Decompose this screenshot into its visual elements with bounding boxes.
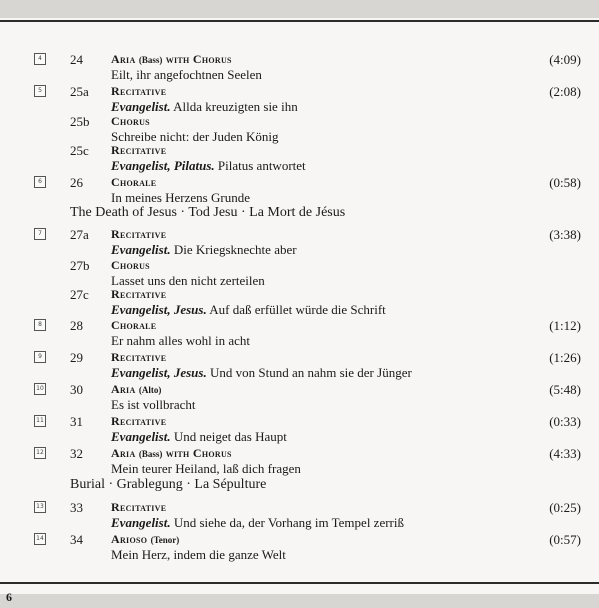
movement-type-extra: with Chorus — [165, 52, 232, 66]
incipit: Er nahm alles wohl in acht — [111, 333, 250, 348]
track-duration: (1:26) — [549, 350, 581, 365]
incipit: Eilt, ihr angefochtnen Seelen — [111, 67, 262, 82]
track-duration: (5:48) — [549, 382, 581, 397]
movement-text — [111, 333, 250, 348]
speaker-names: Evangelist, Jesus. — [111, 365, 207, 380]
movement-title — [111, 52, 232, 68]
movement-type: Arioso — [111, 532, 148, 546]
movement-type: Chorus — [111, 258, 150, 272]
movement-type: Recitative — [111, 143, 167, 157]
speaker-names: Evangelist, Pilatus. — [111, 158, 215, 173]
movement-text — [111, 129, 279, 144]
track-index-box: 11 — [34, 415, 46, 427]
movement-title — [111, 287, 166, 302]
track-index-box: 13 — [34, 501, 46, 513]
movement-type: Recitative — [111, 350, 167, 364]
movement-title — [111, 175, 156, 190]
incipit: Schreibe nicht: der Juden König — [111, 129, 279, 144]
movement-text — [111, 397, 196, 412]
page-number: 6 — [6, 590, 12, 604]
incipit: Auf daß erfüllet würde die Schrift — [209, 302, 386, 317]
movement-type: Chorale — [111, 175, 157, 189]
movement-title — [111, 143, 166, 158]
track-duration: (4:09) — [549, 52, 581, 67]
track-number: 25c — [70, 143, 89, 158]
movement-type: Recitative — [111, 287, 167, 301]
incipit: Und neiget das Haupt — [173, 429, 287, 444]
movement-type: Recitative — [111, 227, 167, 241]
track-duration: (0:57) — [549, 532, 581, 547]
track-index-box: 10 — [34, 383, 46, 395]
incipit: Und siehe da, der Vorhang im Tempel zerriß — [173, 515, 404, 530]
speaker-names: Evangelist. — [111, 242, 171, 257]
voice-label: (Tenor) — [150, 535, 180, 545]
incipit: Die Kriegsknechte aber — [173, 242, 297, 257]
track-index-box: 4 — [34, 53, 46, 65]
track-duration: (0:33) — [549, 414, 581, 429]
movement-title — [111, 318, 156, 333]
movement-text — [111, 158, 306, 173]
movement-type: Chorale — [111, 318, 157, 332]
track-number: 31 — [70, 414, 83, 429]
movement-title — [111, 258, 150, 273]
track-number: 26 — [70, 175, 83, 190]
voice-label: (Alto) — [138, 385, 162, 395]
movement-title — [111, 350, 166, 365]
incipit: Pilatus antwortet — [217, 158, 306, 173]
movement-type: Aria — [111, 446, 136, 460]
voice-label: (Bass) — [138, 449, 163, 459]
track-duration: (0:25) — [549, 500, 581, 515]
track-number: 34 — [70, 532, 83, 547]
movement-text — [111, 190, 250, 205]
incipit: In meines Herzens Grunde — [111, 190, 250, 205]
speaker-names: Evangelist, Jesus. — [111, 302, 207, 317]
track-duration: (2:08) — [549, 84, 581, 99]
movement-text — [111, 273, 265, 288]
movement-text — [111, 67, 262, 82]
speaker-names: Evangelist. — [111, 99, 171, 114]
movement-text — [111, 429, 287, 444]
track-number: 24 — [70, 52, 83, 67]
section-heading: Burial · Grablegung · La Sépulture — [70, 477, 267, 492]
movement-text — [111, 242, 297, 257]
movement-type: Chorus — [111, 114, 150, 128]
track-duration: (1:12) — [549, 318, 581, 333]
speaker-names: Evangelist. — [111, 515, 171, 530]
track-index-box: 7 — [34, 228, 46, 240]
track-index-box: 14 — [34, 533, 46, 545]
incipit: Lasset uns den nicht zerteilen — [111, 273, 265, 288]
track-duration: (3:38) — [549, 227, 581, 242]
footer-band — [0, 594, 599, 608]
track-number: 25a — [70, 84, 89, 99]
track-number: 27b — [70, 258, 90, 273]
track-duration: (4:33) — [549, 446, 581, 461]
movement-title — [111, 382, 161, 398]
track-index-box: 5 — [34, 85, 46, 97]
track-index-box: 9 — [34, 351, 46, 363]
movement-text — [111, 461, 301, 476]
track-index-box: 6 — [34, 176, 46, 188]
incipit: Mein Herz, indem die ganze Welt — [111, 547, 286, 562]
movement-text — [111, 99, 298, 114]
track-number: 25b — [70, 114, 90, 129]
movement-text — [111, 302, 386, 317]
movement-title — [111, 84, 166, 99]
movement-type: Recitative — [111, 500, 167, 514]
movement-text — [111, 547, 286, 562]
track-duration: (0:58) — [549, 175, 581, 190]
section-heading: The Death of Jesus · Tod Jesu · La Mort de Jésus — [70, 205, 346, 220]
movement-type: Aria — [111, 382, 136, 396]
voice-label: (Bass) — [138, 55, 163, 65]
movement-title — [111, 446, 232, 462]
track-number: 28 — [70, 318, 83, 333]
speaker-names: Evangelist. — [111, 429, 171, 444]
incipit: Und von Stund an nahm sie der Jünger — [209, 365, 412, 380]
track-number: 27c — [70, 287, 89, 302]
track-number: 30 — [70, 382, 83, 397]
incipit: Mein teurer Heiland, laß dich fragen — [111, 461, 301, 476]
track-number: 33 — [70, 500, 83, 515]
incipit: Allda kreuzigten sie ihn — [173, 99, 298, 114]
movement-type: Recitative — [111, 414, 167, 428]
movement-text — [111, 365, 412, 380]
movement-title — [111, 227, 166, 242]
track-number: 27a — [70, 227, 89, 242]
track-number: 29 — [70, 350, 83, 365]
track-index-box: 8 — [34, 319, 46, 331]
incipit: Es ist vollbracht — [111, 397, 196, 412]
movement-title — [111, 414, 166, 429]
movement-text — [111, 515, 404, 530]
bottom-rule — [0, 582, 599, 584]
movement-type: Recitative — [111, 84, 167, 98]
track-number: 32 — [70, 446, 83, 461]
movement-title — [111, 500, 166, 515]
movement-type-extra: with Chorus — [165, 446, 232, 460]
movement-type: Aria — [111, 52, 136, 66]
movement-title — [111, 532, 179, 548]
movement-title — [111, 114, 150, 129]
track-index-box: 12 — [34, 447, 46, 459]
